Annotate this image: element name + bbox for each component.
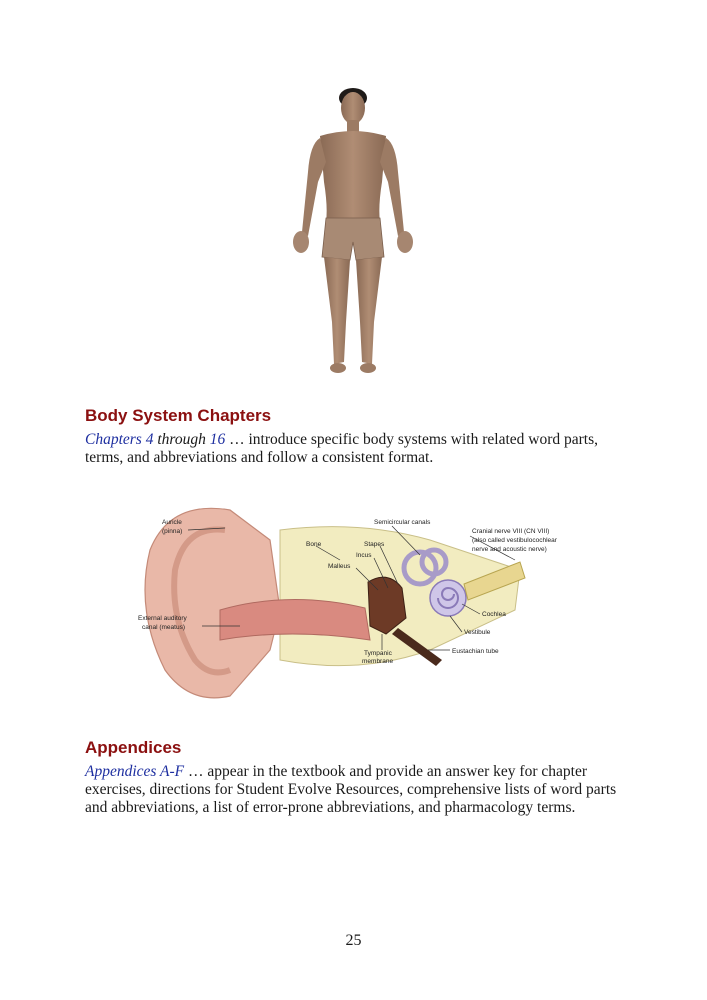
label-pinna: (pinna) (162, 528, 183, 535)
label-malleus: Malleus (328, 563, 351, 570)
label-tympanic: Tympanic (364, 650, 392, 657)
label-cranial-nerve-1: Cranial nerve VIII (CN VIII) (472, 528, 550, 535)
label-incus: Incus (356, 552, 372, 559)
human-body-illustration (268, 82, 438, 378)
ear-anatomy-illustration (130, 500, 557, 706)
label-external-auditory: External auditory (138, 615, 187, 622)
page-number: 25 (345, 932, 362, 949)
appendices-paragraph: Appendices A-F … appear in the textbook and provide an answer key for chapter exercises, directions for Student Evolve Resources, comprehensive lists of word parts and abbreviations, a list of error-prone abbreviations, and pharmacology terms. (85, 763, 617, 816)
chapters-link[interactable]: Chapters 4 through 16 (85, 431, 226, 448)
label-cochlea: Cochlea (482, 611, 506, 618)
section-heading-body-system: Body System Chapters (85, 406, 272, 425)
label-cranial-nerve-3: nerve and acoustic nerve) (472, 546, 547, 553)
label-membrane: membrane (362, 658, 394, 665)
label-stapes: Stapes (364, 541, 385, 548)
label-vestibule: Vestibule (464, 629, 491, 636)
label-eustachian-tube: Eustachian tube (452, 648, 499, 655)
label-bone: Bone (306, 541, 322, 548)
label-cranial-nerve-2: (also called vestibulocochlear (472, 537, 557, 544)
section-heading-appendices: Appendices (85, 738, 182, 757)
body-system-paragraph: Chapters 4 through 16 … introduce specific body systems with related word parts, terms, and abbreviations and follow a consistent format. (85, 431, 599, 466)
label-auricle: Auricle (162, 519, 182, 526)
label-semicircular-canals: Semicircular canals (374, 519, 431, 526)
appendices-link[interactable]: Appendices A-F (85, 763, 185, 780)
label-canal-meatus: canal (meatus) (142, 624, 185, 631)
